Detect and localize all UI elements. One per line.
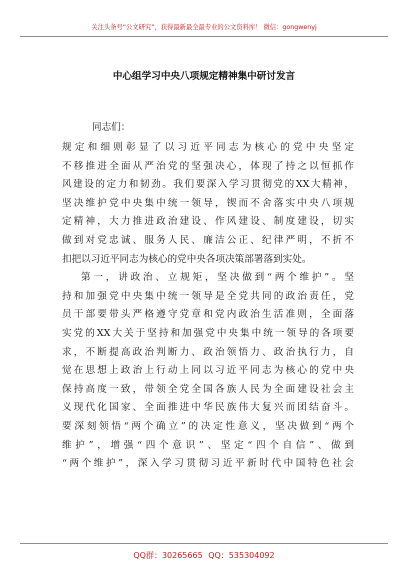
paragraph-2-line: 要深刻领悟“两个确立”的决定性意义，坚决做到“两个 (62, 420, 354, 432)
paragraph-2-line: 实党的XX大关于坚持和加强党中央集中统一领导的各项要 (62, 327, 354, 339)
footer-contact-text: QQ群：30265665 QQ：535304092 (133, 551, 275, 560)
document-title: 中心组学习中央八项规定精神集中研讨发言 (112, 71, 296, 82)
paragraph-2-line: 求，不断提高政治判断力、政治领悟力、政治执行力，自 (62, 346, 354, 358)
document-body (62, 139, 354, 474)
paragraph-1-line: 定精神，大力推进政治建设、作风建设、制度建设，切实 (62, 216, 354, 228)
paragraph-2-line: 维护”，增强“四个意识”、坚定“四个自信”、做到 (62, 439, 354, 451)
paragraph-2-line: “两个维护”，深入学习贯彻习近平新时代中国特色社会 (62, 458, 354, 470)
paragraph-2-line: 第一，讲政治、立规矩，坚决做到“两个维护”。坚 (81, 272, 354, 284)
paragraph-2-line: 义现代化国家、全面推进中华民族伟大复兴而团结奋斗。 (62, 402, 354, 414)
paragraph-1-line: 风建设的定力和韧劲。我们要深入学习贯彻党的XX大精神， (62, 179, 354, 191)
paragraph-1-line: 坚决维护党中央集中统一领导，锲而不舍落实中央八项规 (62, 197, 354, 209)
salutation: 同志们： (92, 122, 131, 133)
page-footer (20, 543, 388, 580)
paragraph-1-line: 不移推进全面从严治党的坚强决心，体现了持之以恒抓作 (62, 160, 354, 172)
paragraph-1-line: 做到对党忠诚、服务人民、廉洁公正、纪律严明，不折不 (62, 234, 354, 246)
paragraph-1-line: 扣把以习近平同志为核心的党中央各项决策部署落到实处。 (62, 253, 312, 265)
paragraph-2-line: 持和加强党中央集中统一领导是全党共同的政治责任，党 (62, 290, 354, 302)
paragraph-1-line: 规定和细则彰显了以习近平同志为核心的党中央坚定 (62, 142, 354, 153)
paragraph-2-line: 觉在思想上政治上行动上同以习近平同志为核心的党中央 (62, 365, 354, 377)
paragraph-2-line: 员干部要带头严格遵守党章和党内政治生活准则，全面落 (62, 309, 354, 321)
paragraph-2-line: 保持高度一致，带领全党全国各族人民为全面建设社会主 (62, 383, 354, 395)
page-header (20, 0, 388, 37)
header-promo-text: 关注头条号“公文研究”，获得最新最全最专业的公文资料库！ 微信：gongwenyj (91, 24, 317, 31)
